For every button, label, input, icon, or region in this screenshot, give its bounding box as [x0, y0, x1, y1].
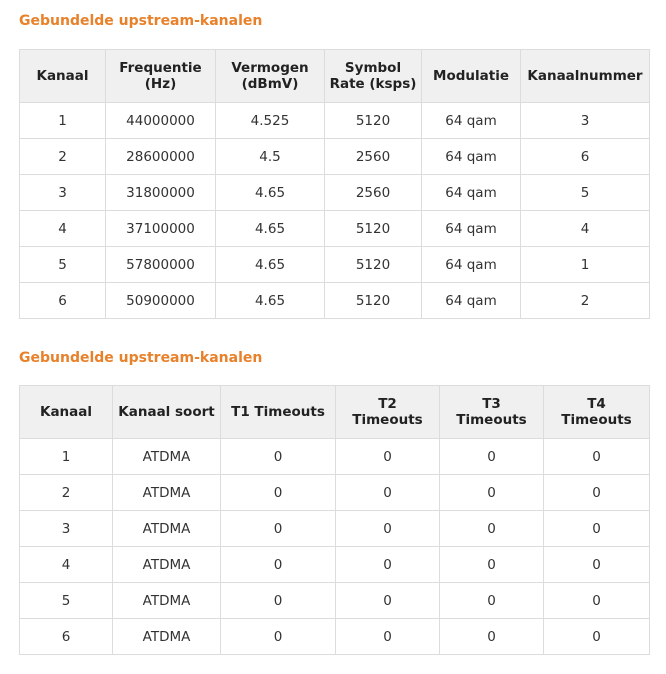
- table-cell: 5120: [325, 283, 422, 319]
- column-header-power: [216, 50, 325, 103]
- table-cell: 0: [336, 583, 440, 619]
- column-header-symbol-rate: [325, 50, 422, 103]
- column-header-channel-type: Kanaal soort: [113, 386, 221, 439]
- table-cell: 0: [336, 475, 440, 511]
- table-cell: 5120: [325, 247, 422, 283]
- table-cell: 64 qam: [422, 175, 521, 211]
- header-label: Vermogen (dBmV): [231, 60, 309, 92]
- table-cell: ATDMA: [113, 475, 221, 511]
- column-header-modulation: Modulatie: [422, 50, 521, 103]
- table-cell: 31800000: [106, 175, 216, 211]
- table-header-row: [20, 386, 650, 439]
- table-cell: 0: [336, 547, 440, 583]
- column-header-t3-timeouts: [440, 386, 544, 439]
- table-cell: 4.525: [216, 103, 325, 139]
- table-cell: 0: [440, 547, 544, 583]
- table-cell: 0: [221, 511, 336, 547]
- table-cell: 4.5: [216, 139, 325, 175]
- header-label: T3 Timeouts: [456, 396, 527, 428]
- table-cell: 0: [440, 439, 544, 475]
- column-header-channel: Kanaal: [20, 50, 106, 103]
- header-label: T2 Timeouts: [352, 396, 423, 428]
- column-header-channel: Kanaal: [20, 386, 113, 439]
- section-title: Gebundelde upstream-kanalen: [19, 350, 263, 366]
- table-cell: 6: [20, 619, 113, 655]
- table-cell: 5: [20, 583, 113, 619]
- table-row: [20, 175, 650, 211]
- table-row: [20, 211, 650, 247]
- table-cell: 44000000: [106, 103, 216, 139]
- timeouts-section: [19, 347, 649, 655]
- table-cell: 5: [521, 175, 650, 211]
- table-cell: 3: [20, 511, 113, 547]
- table-cell: 0: [440, 475, 544, 511]
- table-cell: 1: [521, 247, 650, 283]
- table-cell: 0: [544, 619, 650, 655]
- table-cell: 64 qam: [422, 139, 521, 175]
- table-cell: 0: [440, 511, 544, 547]
- table-cell: 37100000: [106, 211, 216, 247]
- table-header-row: [20, 50, 650, 103]
- table-cell: 2: [20, 475, 113, 511]
- table-cell: 2560: [325, 175, 422, 211]
- table-cell: 0: [544, 583, 650, 619]
- table-cell: 4: [20, 547, 113, 583]
- table-cell: 1: [20, 103, 106, 139]
- table-cell: 5120: [325, 103, 422, 139]
- table-cell: 64 qam: [422, 283, 521, 319]
- upstream-channels-section: [19, 10, 649, 319]
- section-title: Gebundelde upstream-kanalen: [19, 13, 263, 29]
- table-cell: 0: [221, 439, 336, 475]
- table-cell: 4: [20, 211, 106, 247]
- header-label: Symbol Rate (ksps): [329, 60, 417, 92]
- table-cell: ATDMA: [113, 511, 221, 547]
- table-cell: 4.65: [216, 175, 325, 211]
- table-cell: 4.65: [216, 211, 325, 247]
- column-header-t2-timeouts: [336, 386, 440, 439]
- table-cell: 57800000: [106, 247, 216, 283]
- table-cell: ATDMA: [113, 439, 221, 475]
- table-cell: 64 qam: [422, 211, 521, 247]
- table-cell: 0: [544, 547, 650, 583]
- table-cell: 4.65: [216, 283, 325, 319]
- table-row: [20, 439, 650, 475]
- table-cell: 0: [440, 583, 544, 619]
- table-row: [20, 139, 650, 175]
- table-cell: 0: [221, 619, 336, 655]
- table-cell: ATDMA: [113, 619, 221, 655]
- table-cell: 0: [221, 583, 336, 619]
- table-cell: 2: [20, 139, 106, 175]
- column-header-t1-timeouts: T1 Timeouts: [221, 386, 336, 439]
- table-cell: 6: [20, 283, 106, 319]
- table-cell: 4: [521, 211, 650, 247]
- table-cell: 64 qam: [422, 103, 521, 139]
- table-cell: 0: [544, 475, 650, 511]
- table-cell: 2560: [325, 139, 422, 175]
- table-row: [20, 103, 650, 139]
- table-cell: 0: [544, 439, 650, 475]
- table-cell: 0: [336, 511, 440, 547]
- table-cell: 0: [544, 511, 650, 547]
- table-cell: 64 qam: [422, 247, 521, 283]
- table-cell: 1: [20, 439, 113, 475]
- table-cell: 2: [521, 283, 650, 319]
- timeouts-table: [19, 385, 650, 655]
- header-label: T4 Timeouts: [561, 396, 632, 428]
- table-cell: 0: [336, 439, 440, 475]
- table-cell: 0: [221, 475, 336, 511]
- header-label: Frequentie (Hz): [119, 60, 202, 92]
- upstream-channels-table: [19, 49, 650, 319]
- table-cell: 5120: [325, 211, 422, 247]
- column-header-frequency: [106, 50, 216, 103]
- table-cell: 0: [336, 619, 440, 655]
- table-cell: 3: [20, 175, 106, 211]
- column-header-channel-number: Kanaalnummer: [521, 50, 650, 103]
- table-row: [20, 475, 650, 511]
- table-row: [20, 247, 650, 283]
- table-cell: 5: [20, 247, 106, 283]
- column-header-t4-timeouts: [544, 386, 650, 439]
- table-cell: 3: [521, 103, 650, 139]
- table-cell: 50900000: [106, 283, 216, 319]
- table-row: [20, 547, 650, 583]
- table-cell: 0: [221, 547, 336, 583]
- table-row: [20, 283, 650, 319]
- table-cell: 28600000: [106, 139, 216, 175]
- table-cell: 0: [440, 619, 544, 655]
- table-cell: 6: [521, 139, 650, 175]
- table-cell: ATDMA: [113, 583, 221, 619]
- table-row: [20, 583, 650, 619]
- table-row: [20, 511, 650, 547]
- table-cell: ATDMA: [113, 547, 221, 583]
- table-cell: 4.65: [216, 247, 325, 283]
- table-row: [20, 619, 650, 655]
